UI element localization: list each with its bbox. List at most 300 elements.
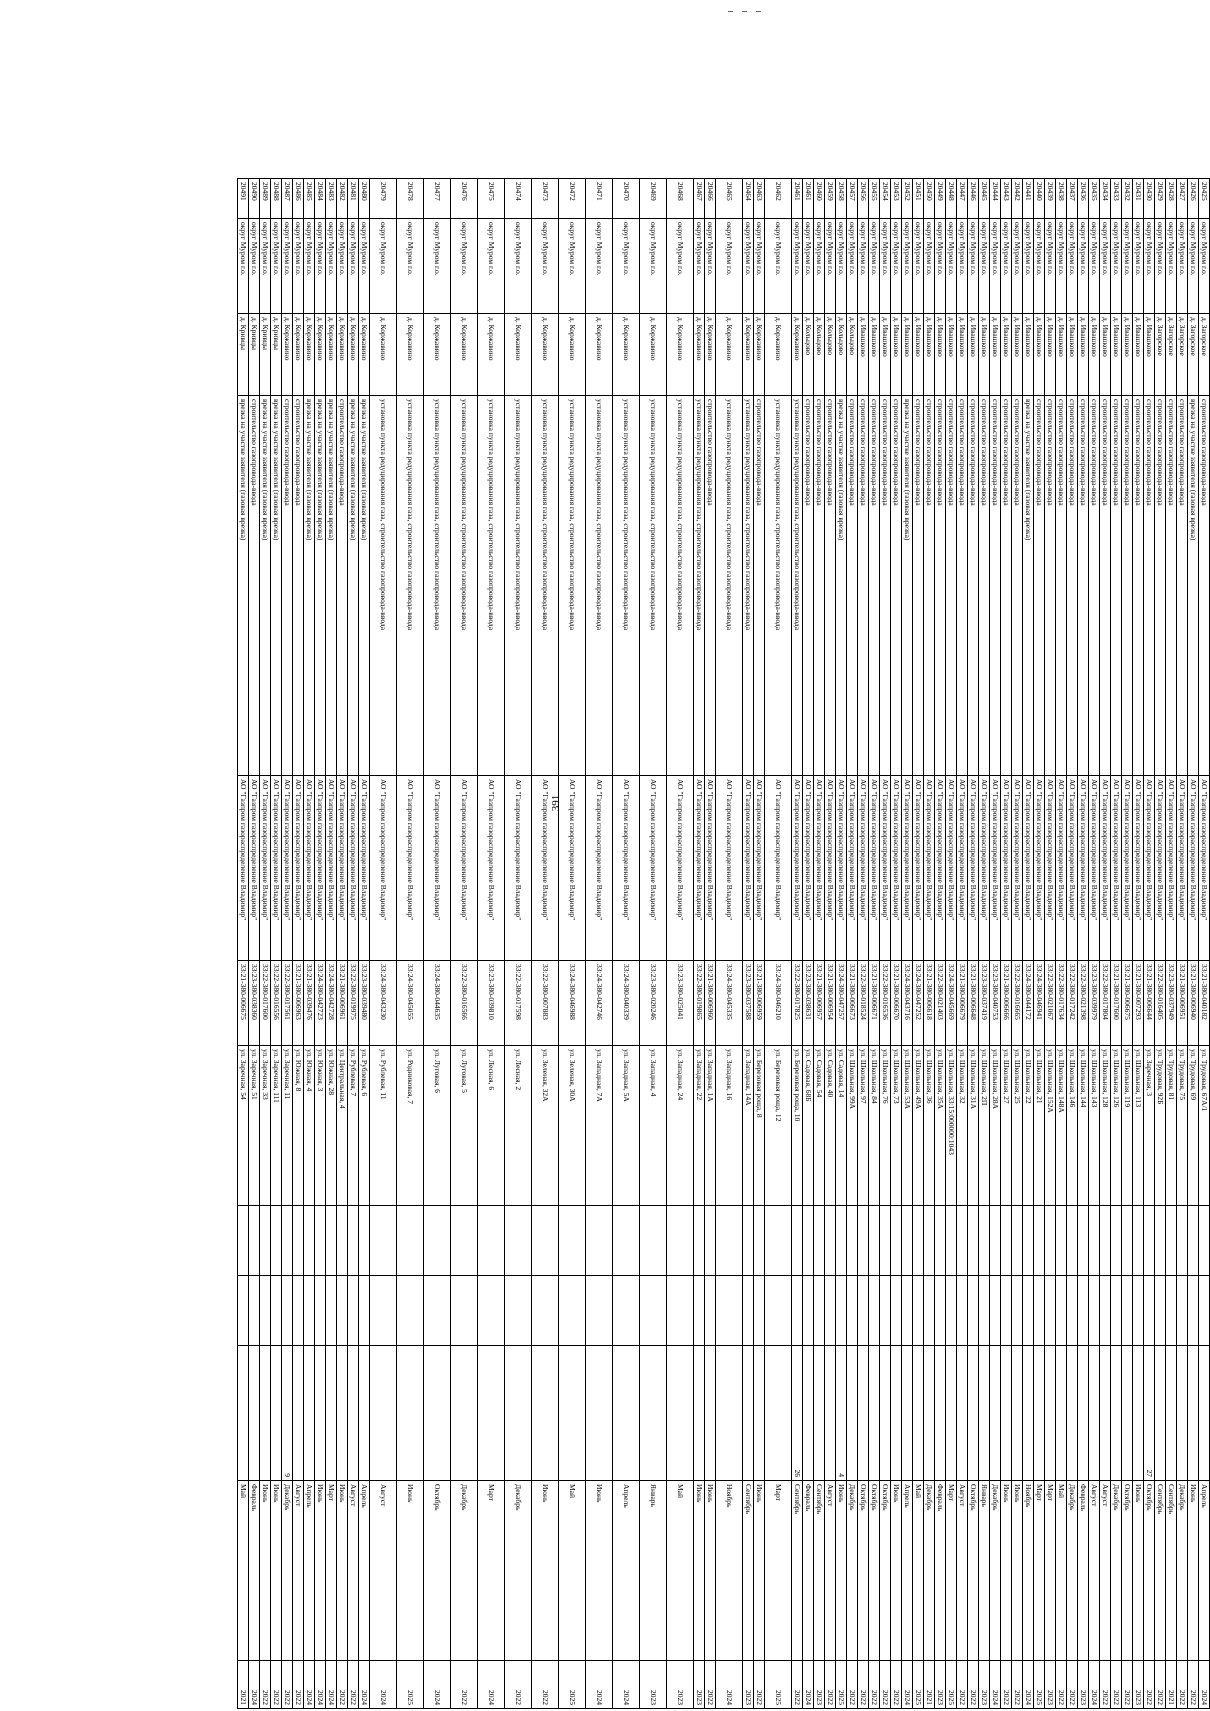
cell-address: ул. Западная, 14А [743,1046,754,1206]
table-row [1001,179,1012,1709]
cell-municipality: округ Муром г.о. [1078,219,1089,314]
cell-year: 2022 [957,1661,968,1709]
cell-cadastral: 33:23-380-038360 [249,961,260,1046]
cell-id: 20430 [1144,179,1155,219]
cell-settlement: д. Коржавино [613,314,640,396]
cell-owner: АО "Газпром газораспределение Владимир" [1023,776,1034,961]
cell-address: ул. Школьная, 27 [1001,1046,1012,1206]
cell-empty-a [765,1206,792,1276]
cell-id: 20448 [946,179,957,219]
cell-municipality: округ Муром г.о. [1100,219,1111,314]
cell-empty-b [716,1276,743,1346]
cell-month: Декабрь [1111,1481,1122,1661]
cell-owner: АО "Газпром газораспределение Владимир" [1177,776,1188,961]
cell-year: 2024 [1023,1661,1034,1709]
cell-cadastral: 33:21-380-006963 [293,961,304,1046]
table-row [640,179,667,1709]
cell-owner: АО "Газпром газораспределение Владимир" [1089,776,1100,961]
table-row [1100,179,1111,1709]
table-row [869,179,880,1709]
cell-month: Март [1045,1481,1056,1661]
cell-owner: АО "Газпром газораспределение Владимир" [1078,776,1089,961]
cell-empty-a [271,1206,282,1276]
cell-id: 20457 [847,179,858,219]
cell-id: 20452 [902,179,913,219]
cell-id: 20476 [451,179,478,219]
cell-municipality: округ Муром г.о. [891,219,902,314]
cell-id: 20458 [836,179,847,219]
cell-address: ул. Лесная, 6 [478,1046,505,1206]
cell-cadastral: 33:22-380-018524 [858,961,869,1046]
cell-month: Февраль [249,1481,260,1661]
table-row [1034,179,1045,1709]
cell-municipality: округ Муром г.о. [326,219,337,314]
cell-settlement: д. Ивашково [869,314,880,396]
cell-municipality: округ Муром г.о. [968,219,979,314]
cell-id: 20480 [359,179,370,219]
cell-settlement: д. Ивашково [880,314,891,396]
cell-count [397,1346,424,1481]
cell-id: 20425 [1199,179,1210,219]
cell-year: 2022 [1155,1661,1166,1709]
cell-municipality: округ Муром г.о. [282,219,293,314]
cell-empty-b [765,1276,792,1346]
table-row [946,179,957,1709]
cell-month: Август [1089,1481,1100,1661]
cell-cadastral: 33:22-380-021398 [1078,961,1089,1046]
cell-id: 20482 [337,179,348,219]
cell-empty-b [505,1276,532,1346]
cell-empty-a [1034,1206,1045,1276]
cell-settlement: д. Кольцово [803,314,814,396]
cell-cadastral: 33:23-380-037588 [743,961,754,1046]
cell-year: 2024 [424,1661,451,1709]
cell-id: 20461 [792,179,803,219]
cell-month: Декабрь [847,1481,858,1661]
cell-settlement: д. Коржавино [293,314,304,396]
cell-address: ул. Школьная, 144 [1078,1046,1089,1206]
table-row [315,179,326,1709]
cell-work-type: строительство газопровода-ввода [1100,396,1111,776]
cell-address: ул. Садовая, 40 [825,1046,836,1206]
cell-id: 20477 [424,179,451,219]
cell-settlement: д. Ивашково [1045,314,1056,396]
cell-settlement: д. Коржавино [424,314,451,396]
cell-address: ул. Южная, 4 [304,1046,315,1206]
cell-settlement: д. Коржавино [743,314,754,396]
cell-settlement: д. Ивашково [924,314,935,396]
cell-work-type: строительство газопровода-ввода [1144,396,1155,776]
cell-municipality: округ Муром г.о. [792,219,803,314]
cell-count [326,1346,337,1481]
cell-address: ул. Рублевая, 7 [348,1046,359,1206]
cell-month: Июнь [532,1481,559,1661]
cell-year: 2022 [1177,1661,1188,1709]
cell-empty-b [640,1276,667,1346]
cell-cadastral: 33:21-380-006675 [238,961,249,1046]
table-row [705,179,716,1709]
cell-empty-b [891,1276,902,1346]
cell-municipality: округ Муром г.о. [858,219,869,314]
cell-address: ул. Трудовая, 92Б [1155,1046,1166,1206]
cell-owner: АО "Газпром газораспределение Владимир" [754,776,765,961]
cell-cadastral: 33:24-380-046210 [765,961,792,1046]
cell-empty-b [1133,1276,1144,1346]
cell-id: 20486 [293,179,304,219]
cell-owner: АО "Газпром газораспределение Владимир" [1144,776,1155,961]
cell-municipality: округ Муром г.о. [1122,219,1133,314]
cell-empty-b [924,1276,935,1346]
table-row [743,179,754,1709]
cell-work-type: строительство газопровода-ввода [1199,396,1210,776]
cell-empty-a [478,1206,505,1276]
cell-cadastral: 33:22-380-016536 [880,961,891,1046]
cell-cadastral: 33:21-380-006666 [1001,961,1012,1046]
cell-owner: АО "Газпром газораспределение Владимир" [667,776,694,961]
cell-address: ул. Школьная, 84 [869,1046,880,1206]
cell-empty-a [315,1206,326,1276]
cell-address: ул. Западная, 16 [716,1046,743,1206]
cell-count [1012,1346,1023,1481]
table-row [304,179,315,1709]
cell-address: ул. Школьная, 128 [1100,1046,1111,1206]
cell-empty-b [478,1276,505,1346]
cell-settlement: д. Ивашково [1100,314,1111,396]
cell-work-type: строительство газопровода-ввода [1056,396,1067,776]
cell-cadastral: 33:24-380-046941 [1034,961,1045,1046]
cell-municipality: округ Муром г.о. [825,219,836,314]
cell-id: 20479 [370,179,397,219]
cell-address: ул. Школьная, 49А [913,1046,924,1206]
cell-empty-b [743,1276,754,1346]
cell-year: 2022 [825,1661,836,1709]
cell-owner: АО "Газпром газораспределение Владимир" [1122,776,1133,961]
cell-address: ул. Школьная, 36 [924,1046,935,1206]
cell-empty-a [1133,1206,1144,1276]
cell-count [304,1346,315,1481]
cell-empty-a [705,1206,716,1276]
cell-cadastral: 33:21-380-006959 [754,961,765,1046]
cell-municipality: округ Муром г.о. [1111,219,1122,314]
cell-work-type: строительство газопровода-ввода [1067,396,1078,776]
cell-cadastral: 33:24-380-046988 [559,961,586,1046]
cell-count [891,1346,902,1481]
cell-year: 2022 [337,1661,348,1709]
cell-work-type: установка пункта редуцирования газа, строительство газопровода-ввода [716,396,743,776]
cell-count [902,1346,913,1481]
cell-address: ул. Луговая, 6 [424,1046,451,1206]
cell-settlement: д. Ивашково [1111,314,1122,396]
cell-municipality: округ Муром г.о. [1023,219,1034,314]
cell-municipality: округ Муром г.о. [754,219,765,314]
cell-empty-a [935,1206,946,1276]
table-row [847,179,858,1709]
cell-owner: АО "Газпром газораспределение Владимир" [1133,776,1144,961]
cell-month: Декабрь [505,1481,532,1661]
cell-address: ул. Западная, 24 [667,1046,694,1206]
cell-empty-b [586,1276,613,1346]
cell-empty-a [946,1206,957,1276]
cell-month: Март [478,1481,505,1661]
cell-work-type: установка пункта редуцирования газа, строительство газопровода-ввода [586,396,613,776]
cell-empty-b [315,1276,326,1346]
cell-year: 2024 [1199,1661,1210,1709]
cell-id: 20449 [935,179,946,219]
cell-year: 2024 [315,1661,326,1709]
cell-empty-b [271,1276,282,1346]
cell-settlement: д. Кривцы [249,314,260,396]
cell-municipality: округ Муром г.о. [260,219,271,314]
cell-count [260,1346,271,1481]
cell-work-type: установка пункта редуцирования газа, строительство газопровода-ввода [451,396,478,776]
cell-year: 2022 [1144,1661,1155,1709]
cell-empty-a [304,1206,315,1276]
cell-month: Июнь [315,1481,326,1661]
table-row [532,179,559,1709]
cell-empty-b [1166,1276,1177,1346]
cell-settlement: д. Коржавино [304,314,315,396]
cell-work-type: врезка на участке заявителя (газовая врезка) [348,396,359,776]
cell-empty-b [667,1276,694,1346]
cell-work-type: врезка на участке заявителя (газовая врезка) [359,396,370,776]
cell-year: 2023 [1133,1661,1144,1709]
table-row [1023,179,1034,1709]
cell-owner: АО "Газпром газораспределение Владимир" [836,776,847,961]
cell-year: 2024 [586,1661,613,1709]
cell-cadastral: 33:24-380-047257 [836,961,847,1046]
cell-year: 2021 [1166,1661,1177,1709]
cell-owner: АО "Газпром газораспределение Владимир" [1100,776,1111,961]
cell-owner: АО "Газпром газораспределение Владимир" [716,776,743,961]
cell-id: 20461 [803,179,814,219]
cell-empty-b [705,1276,716,1346]
cell-settlement: д. Коржавино [478,314,505,396]
cell-cadastral: 33:22-380-019975 [348,961,359,1046]
cell-empty-a [814,1206,825,1276]
table-row [924,179,935,1709]
cell-month: Декабрь [990,1481,1001,1661]
cell-settlement: д. Загорское [1155,314,1166,396]
cell-owner: АО "Газпром газораспределение Владимир" [451,776,478,961]
table-row [1122,179,1133,1709]
cell-empty-b [1122,1276,1133,1346]
cell-count [1188,1346,1199,1481]
table-row [667,179,694,1709]
cell-month: Август [348,1481,359,1661]
cell-empty-b [1023,1276,1034,1346]
cell-id: 20436 [1078,179,1089,219]
cell-work-type: врезка на участке заявителя (газовая врезка) [902,396,913,776]
cell-empty-a [451,1206,478,1276]
cell-work-type: строительство газопровода-ввода [825,396,836,776]
cell-year: 2021 [924,1661,935,1709]
cell-municipality: округ Муром г.о. [1067,219,1078,314]
cell-address: ул. Школьная, 53А [902,1046,913,1206]
cell-empty-a [792,1206,803,1276]
cell-empty-a [924,1206,935,1276]
cell-address: ул. Западная, 4 [640,1046,667,1206]
table-row [1012,179,1023,1709]
cell-year: 2022 [792,1661,803,1709]
cell-empty-b [957,1276,968,1346]
cell-empty-a [282,1206,293,1276]
cell-municipality: округ Муром г.о. [1199,219,1210,314]
cell-owner: АО "Газпром газораспределение Владимир" [1034,776,1045,961]
cell-empty-a [532,1206,559,1276]
cell-work-type: строительство газопровода-ввода [754,396,765,776]
cell-address: ул. Школьная, 119 [1122,1046,1133,1206]
cell-count [979,1346,990,1481]
cell-cadastral: 33:22-380-019865 [694,961,705,1046]
cell-id: 20450 [924,179,935,219]
cell-count [348,1346,359,1481]
cell-work-type: строительство газопровода-ввода [957,396,968,776]
cell-address: ул. Школьная, 73 [891,1046,902,1206]
cell-cadastral: 33:22-380-017242 [1067,961,1078,1046]
cell-settlement: д. Ивашково [957,314,968,396]
cell-owner: АО "Газпром газораспределение Владимир" [397,776,424,961]
cell-year: 2025 [946,1661,957,1709]
cell-municipality: округ Муром г.о. [913,219,924,314]
cell-owner: АО "Газпром газораспределение Владимир" [304,776,315,961]
cell-year: 2022 [505,1661,532,1709]
cell-month: Апрель [613,1481,640,1661]
cell-id: 20429 [1155,179,1166,219]
cell-municipality: округ Муром г.о. [946,219,957,314]
cell-month: Октябрь [968,1481,979,1661]
cell-count [451,1346,478,1481]
cell-address: ул. Южная, 3 [315,1046,326,1206]
cell-month: Июнь [586,1481,613,1661]
cell-year: 2025 [765,1661,792,1709]
cell-work-type: врезка на участке заявителя (газовая врезка) [315,396,326,776]
cell-settlement: д. Коржавино [559,314,586,396]
cell-empty-b [935,1276,946,1346]
cell-work-type: установка пункта редуцирования газа, строительство газопровода-ввода [370,396,397,776]
cell-id: 20465 [716,179,743,219]
cell-id: 20484 [315,179,326,219]
table-row [902,179,913,1709]
cell-owner: АО "Газпром газораспределение Владимир" [902,776,913,961]
cell-municipality: округ Муром г.о. [505,219,532,314]
cell-id: 20481 [348,179,359,219]
cell-cadastral: 33:21-380-006670 [891,961,902,1046]
cell-work-type: строительство газопровода-ввода [924,396,935,776]
table-row [1144,179,1155,1709]
cell-address: ул. Школьная, 97 [858,1046,869,1206]
cell-month: Июнь [1188,1481,1199,1661]
cell-cadastral: 33:24-380-040339 [613,961,640,1046]
cell-settlement: д. Кольцово [836,314,847,396]
cell-empty-b [1188,1276,1199,1346]
cell-empty-b [337,1276,348,1346]
cell-id: 20456 [858,179,869,219]
cell-empty-b [1078,1276,1089,1346]
cell-empty-b [293,1276,304,1346]
cell-municipality: округ Муром г.о. [990,219,1001,314]
cell-year: 2024 [716,1661,743,1709]
cell-owner: АО "Газпром газораспределение Владимир" [559,776,586,961]
cell-month: Январь [979,1481,990,1661]
cell-empty-a [1188,1206,1199,1276]
cell-work-type: врезка на участке заявителя (газовая врезка) [304,396,315,776]
cell-empty-b [754,1276,765,1346]
cell-municipality: округ Муром г.о. [478,219,505,314]
cell-cadastral: 33:21-380-017600 [1111,961,1122,1046]
cell-work-type: строительство газопровода-ввода [1089,396,1100,776]
cell-settlement: д. Коржавино [705,314,716,396]
cell-settlement: д. Загорское [1199,314,1210,396]
table-row [913,179,924,1709]
cell-empty-b [1199,1276,1210,1346]
cell-count [505,1346,532,1481]
cell-id: 20460 [814,179,825,219]
cell-empty-b [1012,1276,1023,1346]
cell-settlement: д. Ивашково [1089,314,1100,396]
cell-empty-a [1067,1206,1078,1276]
cell-empty-b [260,1276,271,1346]
cell-settlement: д. Ивашково [1056,314,1067,396]
cell-owner: АО "Газпром газораспределение Владимир" [1067,776,1078,961]
cell-owner: АО "Газпром газораспределение Владимир" [326,776,337,961]
cell-count [825,1346,836,1481]
cell-empty-a [1199,1206,1210,1276]
cell-month: Июнь [271,1481,282,1661]
cell-cadastral: 33:23-380-020246 [640,961,667,1046]
cell-count [1133,1346,1144,1481]
cell-cadastral: 33:22-380-016556 [271,961,282,1046]
cell-year: 2022 [260,1661,271,1709]
cell-count: 26 [792,1346,803,1481]
cell-count [1067,1346,1078,1481]
cell-empty-a [880,1206,891,1276]
cell-id: 20472 [559,179,586,219]
cell-empty-b [858,1276,869,1346]
cell-year: 2023 [1078,1661,1089,1709]
cell-id: 20485 [304,179,315,219]
cell-count [1166,1346,1177,1481]
cell-year: 2025 [397,1661,424,1709]
cell-owner: АО "Газпром газораспределение Владимир" [370,776,397,961]
cell-id: 20466 [705,179,716,219]
cell-month: Апрель [304,1481,315,1661]
cell-cadastral: 33:24-380-043230 [370,961,397,1046]
cell-cadastral: 33:21-380-006961 [337,961,348,1046]
cell-id: 20489 [260,179,271,219]
cell-id: 20453 [891,179,902,219]
cell-work-type: установка пункта редуцирования газа, строительство газопровода-ввода [667,396,694,776]
cell-year: 2025 [913,1661,924,1709]
cell-address: ул. Березовая роща, 10 [792,1046,803,1206]
cell-settlement: д. Ивашково [858,314,869,396]
cell-year: 2024 [478,1661,505,1709]
cell-cadastral: 33:23-380-025041 [667,961,694,1046]
cell-empty-a [957,1206,968,1276]
cell-year: 2022 [754,1661,765,1709]
table-row [858,179,869,1709]
cell-month: Май [238,1481,249,1661]
cell-municipality: округ Муром г.о. [847,219,858,314]
cell-count [968,1346,979,1481]
table-row [765,179,792,1709]
cell-empty-b [694,1276,705,1346]
cell-settlement: д. Ивашково [990,314,1001,396]
cell-municipality: округ Муром г.о. [743,219,754,314]
cell-id: 20438 [1056,179,1067,219]
cell-settlement: д. Ивашково [1034,314,1045,396]
cell-count [1177,1346,1188,1481]
cell-count [559,1346,586,1481]
